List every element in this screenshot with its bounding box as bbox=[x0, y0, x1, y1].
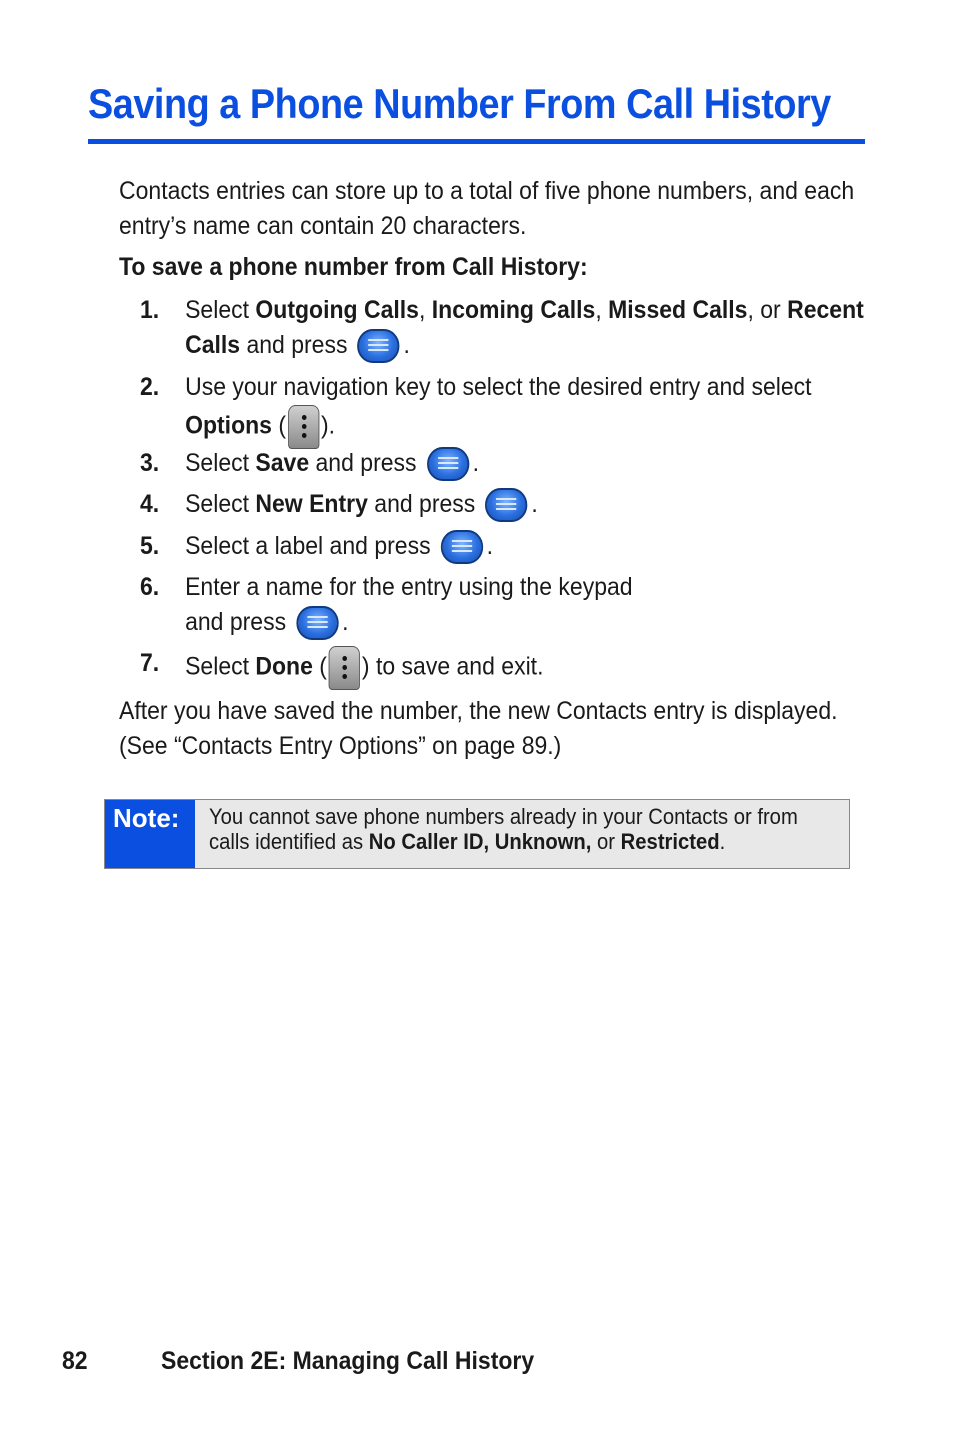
note-label: Note: bbox=[105, 800, 195, 868]
softkey-icon bbox=[288, 405, 319, 449]
step-number: 3. bbox=[140, 449, 160, 477]
result-paragraph: After you have saved the number, the new Contacts entry is displayed. (See “Contacts Entry Options” on page 89.) bbox=[119, 697, 838, 760]
step-text: Use your navigation key to select the desired entry and select Options ( ). bbox=[185, 370, 866, 449]
softkey-icon bbox=[329, 646, 360, 690]
step-number: 5. bbox=[140, 532, 160, 560]
step-text: Select Outgoing Calls, Incoming Calls, Missed Calls, or Recent Calls and press . bbox=[185, 293, 866, 363]
step-number: 1. bbox=[140, 296, 160, 324]
procedure-lead: To save a phone number from Call History: bbox=[119, 253, 588, 281]
menu-ok-key-icon bbox=[296, 606, 338, 640]
menu-ok-key-icon bbox=[427, 447, 469, 481]
step-number: 6. bbox=[140, 573, 160, 601]
menu-ok-key-icon bbox=[441, 530, 483, 564]
step-number: 2. bbox=[140, 373, 160, 401]
menu-ok-key-icon bbox=[358, 329, 400, 363]
step-number: 7. bbox=[140, 649, 160, 677]
note-text: You cannot save phone numbers already in your Contacts or from calls identified as No Caller ID, Unknown, or Restricted. bbox=[209, 804, 798, 854]
page-title: Saving a Phone Number From Call History bbox=[88, 80, 831, 127]
menu-ok-key-icon bbox=[485, 488, 527, 522]
step-text: Enter a name for the entry using the keypad and press . bbox=[185, 570, 673, 640]
title-rule bbox=[88, 139, 865, 144]
step-text: Select Done ( ) to save and exit. bbox=[185, 646, 866, 690]
step-text: Select New Entry and press . bbox=[185, 487, 866, 522]
note-box bbox=[104, 799, 850, 869]
intro-paragraph: Contacts entries can store up to a total of five phone numbers, and each entry’s name can contain 20 characters. bbox=[119, 177, 855, 240]
step-number: 4. bbox=[140, 490, 160, 518]
step-text: Select a label and press . bbox=[185, 529, 866, 564]
step-text: Select Save and press . bbox=[185, 446, 866, 481]
page-number: 82 bbox=[62, 1347, 88, 1375]
section-title: Section 2E: Managing Call History bbox=[161, 1347, 535, 1375]
